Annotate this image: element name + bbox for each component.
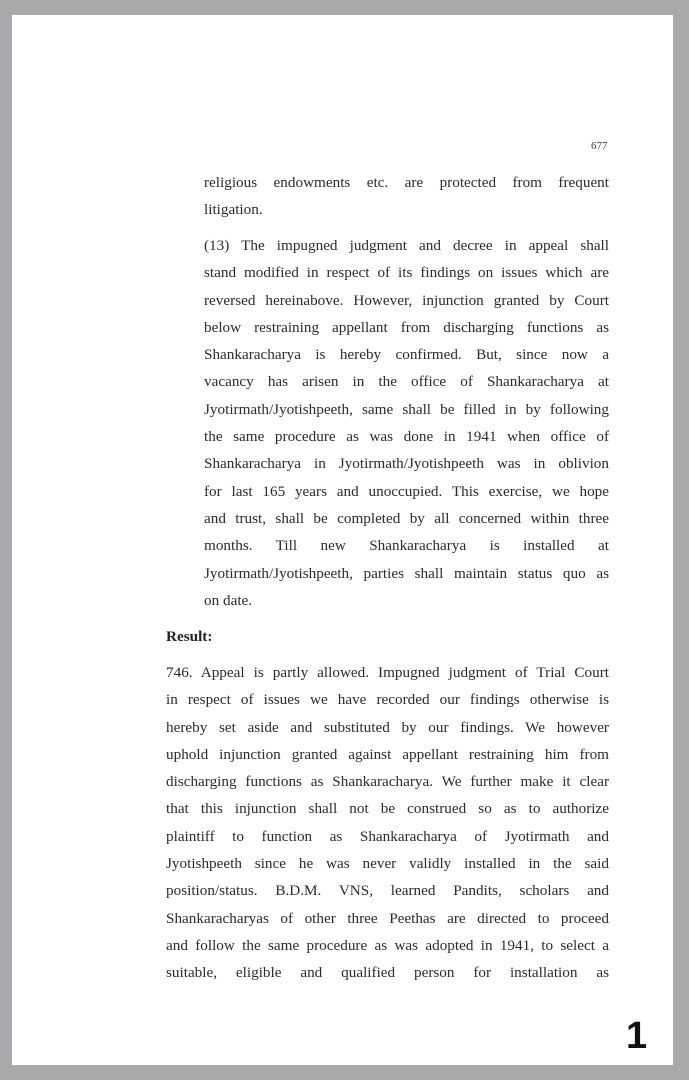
text-line: on date.: [204, 591, 253, 609]
paragraph-13: [204, 232, 609, 614]
text-line: Shankaracharya is hereby confirmed. But, since now a: [204, 346, 609, 364]
text-line: Jyotirmath/Jyotishpeeth, parties shall maintain status quo as: [204, 564, 609, 582]
page-number: 677: [591, 140, 608, 152]
text-line: that this injunction shall not be construed so as to authorize: [166, 800, 609, 818]
result-heading: Result:: [166, 628, 213, 645]
text-line: Shankaracharyas of other three Peethas are directed to proceed: [166, 909, 609, 927]
text-line: position/status. B.D.M. VNS, learned Pandits, scholars and: [166, 882, 609, 900]
text-line: the same procedure as was done in 1941 when office of: [204, 428, 609, 446]
text-line: below restraining appellant from discharging functions as: [204, 318, 609, 336]
text-line: in respect of issues we have recorded our findings otherwise is: [166, 691, 609, 709]
text-line: and trust, shall be completed by all concerned within three: [204, 509, 609, 527]
text-line: stand modified in respect of its findings on issues which are: [204, 264, 609, 282]
text-line: religious endowments etc. are protected from frequent: [204, 174, 609, 191]
text-line: Jyotishpeeth since he was never validly installed in the said: [166, 855, 609, 873]
text-line: reversed hereinabove. However, injunction granted by Court: [204, 291, 609, 309]
text-line: suitable, eligible and qualified person for installation as: [166, 964, 609, 982]
text-line: vacancy has arisen in the office of Shankaracharya at: [204, 373, 609, 391]
text-line: for last 165 years and unoccupied. This exercise, we hope: [204, 482, 609, 500]
text-line: litigation.: [204, 201, 263, 219]
text-line: months. Till new Shankaracharya is installed at: [204, 537, 609, 555]
text-line: discharging functions as Shankaracharya. We further make it clear: [166, 773, 609, 791]
text-line: plaintiff to function as Shankaracharya of Jyotirmath and: [166, 827, 609, 845]
text-line: Shankaracharya in Jyotirmath/Jyotishpeeth was in oblivion: [204, 455, 609, 473]
text-line: 746. Appeal is partly allowed. Impugned judgment of Trial Court: [166, 664, 609, 681]
continuation-paragraph: [204, 169, 609, 224]
text-line: (13) The impugned judgment and decree in appeal shall: [204, 237, 609, 254]
page-count-badge: 1: [626, 1015, 648, 1057]
paragraph-746: [166, 659, 609, 987]
text-line: uphold injunction granted against appellant restraining him from: [166, 745, 609, 763]
text-line: and follow the same procedure as was adopted in 1941, to select a: [166, 936, 609, 954]
text-line: hereby set aside and substituted by our findings. We however: [166, 718, 609, 736]
text-line: Jyotirmath/Jyotishpeeth, same shall be filled in by following: [204, 400, 609, 418]
